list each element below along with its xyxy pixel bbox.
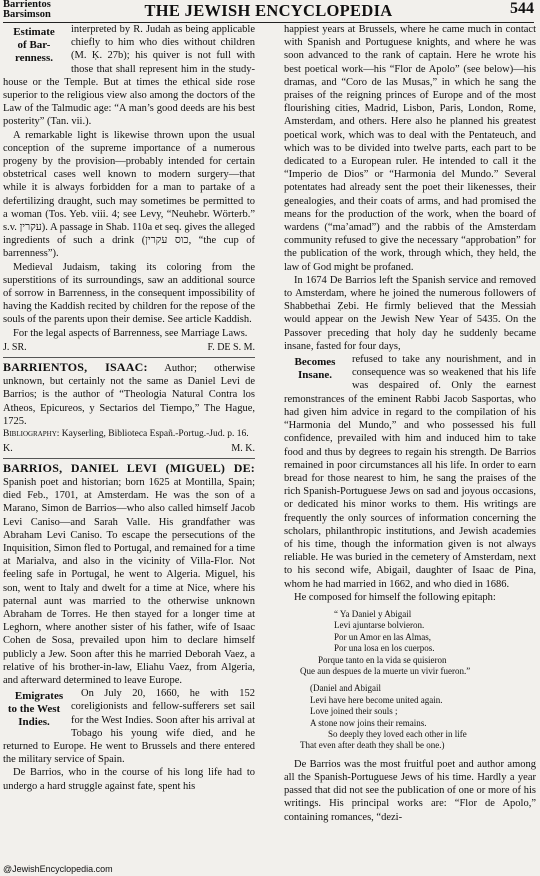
poem-line: A stone now joins their remains.	[310, 717, 427, 728]
signature-line	[3, 341, 255, 354]
paragraph: Emigrates to the West Indies. On July 20, 1660, he with 152 coreligionists and fellow-sufferers set sail for the West Indies. Soon after his arrival at Tobago his young wife died, and he returned to Europe. He went to Brussels and there entered the military service of Spain.	[3, 688, 255, 766]
paragraph: De Barrios, who in the course of his long life had to undergo a hard struggle against fate, spent his	[3, 767, 255, 792]
paragraph: In 1674 De Barrios left the Spanish service and removed to Amsterdam, where he joined the numerous followers of Shabbethai Ẓebi. He firmly believed that the Messiah would appear on the Jewish New Year of 5435. On the Passover preceding that holy day he suddenly became insane, fasted for four days,	[284, 274, 536, 352]
page-header	[3, 0, 534, 23]
paragraph: Estimate of Bar- renness. interpreted by R. Judah as being applicable chiefly to him who dies without children (M. Ḳ. 27b); his quiver is not full with those that shall represent him in the study-house or the Temple. But at times the ethical side rose superior to the religious view also among the doctors of the Law of the Talmudic age: “A man’s good deeds are his best posterity” (Tan. vii.).	[3, 24, 255, 128]
article-barrios: BARRIOS, DANIEL LEVI (MIGUEL) DE: Spanish poet and historian; born 1625 at Montilla, Spain; died Feb., 1701, at Amsterdam. He was the son of a Marano, Simon de Barrios—who also called himself Jacob Levi Caniso—and Sarah Valle. His grandfather was Abraham Levi Caniso. To escape the persecutions of the Inquisition, Simon fled to Portugal, and remained for a time at Marialva, and also in the vicinity of Villa-Flor. Not feeling safe in Portugal, he went to Algeria. Miguel, his son, went to Italy and dwelt for a time at Nice, where his paternal aunt was married to the otherwise unknown Abraham de Torres. He then stayed for a longer time at Leghorn, where another sister of his father, wife of Isaac Cohen de Sosa, prevailed upon him to declare himself publicly a Jew. Soon after this he married Deborah Vaez, a relative of his brother-in-law, Eliahu Vaez, from Algeria, and afterward determined to leave Europe.	[3, 460, 255, 687]
running-head-first: Barrientos	[3, 0, 51, 10]
article-divider	[3, 357, 255, 358]
paragraph: For the legal aspects of Barrenness, see Marriage Laws.	[13, 327, 248, 339]
poem-line: Levi have here become united again.	[310, 694, 443, 705]
sidenote-insane: Becomes Insane.	[294, 356, 336, 382]
poem-line: So deeply they loved each other in life	[328, 729, 467, 739]
sidenote-emigrates: Emigrates to the West Indies.	[7, 690, 64, 729]
poem-line: That even after death they shall be one.)	[300, 740, 445, 751]
paragraph: happiest years at Brussels, where he came much in contact with Spanish and Portuguese knights, and where he was soon advanced to the rank of captain. Here he wrote his best poetical work—his “Flor de Apolo” (see below)—his dramas, and “Coro de las Musas,” in which he sang the praises of the reigning princes of Europe and of the most flourishing cities, Madrid, Lisbon, Paris, London, Rome, Amsterdam, and others. Here also he planned his greatest poetical work, which was to deal with the Pentateuch, and which was to be divided into twelve parts, each part to be dedicated to a European ruler. He intended to call it the “Imperio de Dios” or “Harmonia del Mundo.” Several potentates had already sent the poet their likenesses, their genealogies, and their coats of arms, and had promised the means for the production of the work, when the board of wardens (“maʼamad”) and the rabbis of the Amsterdam community refused to give the necessary “approbation” for the publication of the work, through which, they held, the law of God might be profaned.	[284, 24, 536, 273]
poem-line: Porque tanto en la vida se quisieron	[318, 654, 447, 665]
article-heading: BARRIENTOS, ISAAC:	[3, 360, 148, 375]
page-title: THE JEWISH ENCYCLOPEDIA	[144, 1, 393, 20]
bibliography: Bibliography: Kayserling, Biblioteca Españ.-Portug.-Jud. p. 16.	[3, 429, 249, 440]
right-column	[284, 23, 536, 824]
poem-line: Love joined their souls ;	[310, 706, 398, 717]
paragraph: He composed for himself the following epitaph:	[294, 591, 496, 603]
article-barrientos: BARRIENTOS, ISAAC: Author; otherwise unknown, but certainly not the same as Daniel Levi de Barrios; is the author of “Theologia Natural Contra los Atheos, Epicureos, y Sectarios del Tiempo,” The Hague, 1725.	[3, 360, 256, 427]
sidenote-estimate: Estimate of Bar- renness.	[13, 26, 55, 64]
paragraph: Becomes Insane. refused to take any nourishment, and in consequence was so weakened that his life was despaired of. Only the earnest remonstrances of the eminent Rabbi Jacob Sasportas, who had given him advice in regard to the compilation of his “Harmonia del Mundo,” and who possessed his full confidence, prevailed with him and induced him to take food and thus by degrees to regain his strength. De Barrios remained in poor circumstances all his life. In order to earn bread for those nearest to him, he sang the praises of the rich Spanish-Portuguese Jews on sad and joyous occasions, or dedicated his minor works to them. His writings are frequently the only sources of information concerning the scholars, philanthropic institutions, and Jewish academies of his time, though the information given is not always reliable. He was buried in the cemetery of Amsterdam, next to his second wife, Abigail, daughter of Isaac de Pina, whom he had married in 1662, and who died in 1686.	[284, 354, 536, 590]
article-divider	[3, 458, 255, 459]
paragraph: De Barrios was the most fruitful poet and author among all the Spanish-Portuguese Jews of his time. Hardly a year passed that did not see the publication of one or more of his writings. His principal works are: “Flor de Apolo,” containing romances, “dezi-	[284, 758, 536, 823]
poem-line: Por una losa en los cuerpos.	[334, 643, 435, 654]
article-heading: BARRIOS, DANIEL LEVI (MIGUEL) DE:	[3, 460, 255, 475]
poem-line: Por un Amor en las Almas,	[334, 631, 431, 642]
site-watermark: @JewishEncyclopedia.com	[3, 864, 113, 874]
poem-line: Levi ajuntarse bolvieron.	[334, 620, 425, 631]
left-column	[3, 23, 255, 793]
paragraph: Medieval Judaism, taking its coloring from the superstitions of its surroundings, saw an additional source of sorrow in Barrenness, in the consequent impossibility of having the Kaddish recited by children for the repose of the souls of the parents upon their demise. See article Kaddish.	[3, 261, 255, 326]
signature-initials: J. SR.	[3, 341, 27, 353]
signature-author: M. K.	[231, 442, 255, 454]
poem-line: Que aun despues de la muerte un vivir fueron.”	[300, 665, 471, 676]
signature-line	[3, 442, 255, 455]
running-head-last: Barsimson	[3, 9, 51, 20]
page-number: 544	[510, 0, 534, 17]
signature-initials: K.	[3, 442, 13, 454]
epitaph-poem	[284, 609, 536, 752]
signature-author: F. DE S. M.	[207, 341, 255, 353]
paragraph: A remarkable light is likewise thrown upon the usual conception of the supreme importance of a numerous progeny by the provision—probably intended for certain obstetrical cases well known to modern surgery—that while it is always forbidden for a man to partake of a defertilizing draught, such may sometimes be permitted to a woman (Tos. Yeb. viii. 4; see Levy, “Neuhebr. Wörterb.” s.v. עקרין). A passage in Shab. 110a et seq. gives the alleged ingredients of such a drink (כוס עקרין, “the cup of barrenness”).	[3, 129, 255, 260]
poem-line: “ Ya Daniel y Abigail	[334, 608, 412, 619]
poem-line: (Daniel and Abigail	[310, 683, 381, 694]
